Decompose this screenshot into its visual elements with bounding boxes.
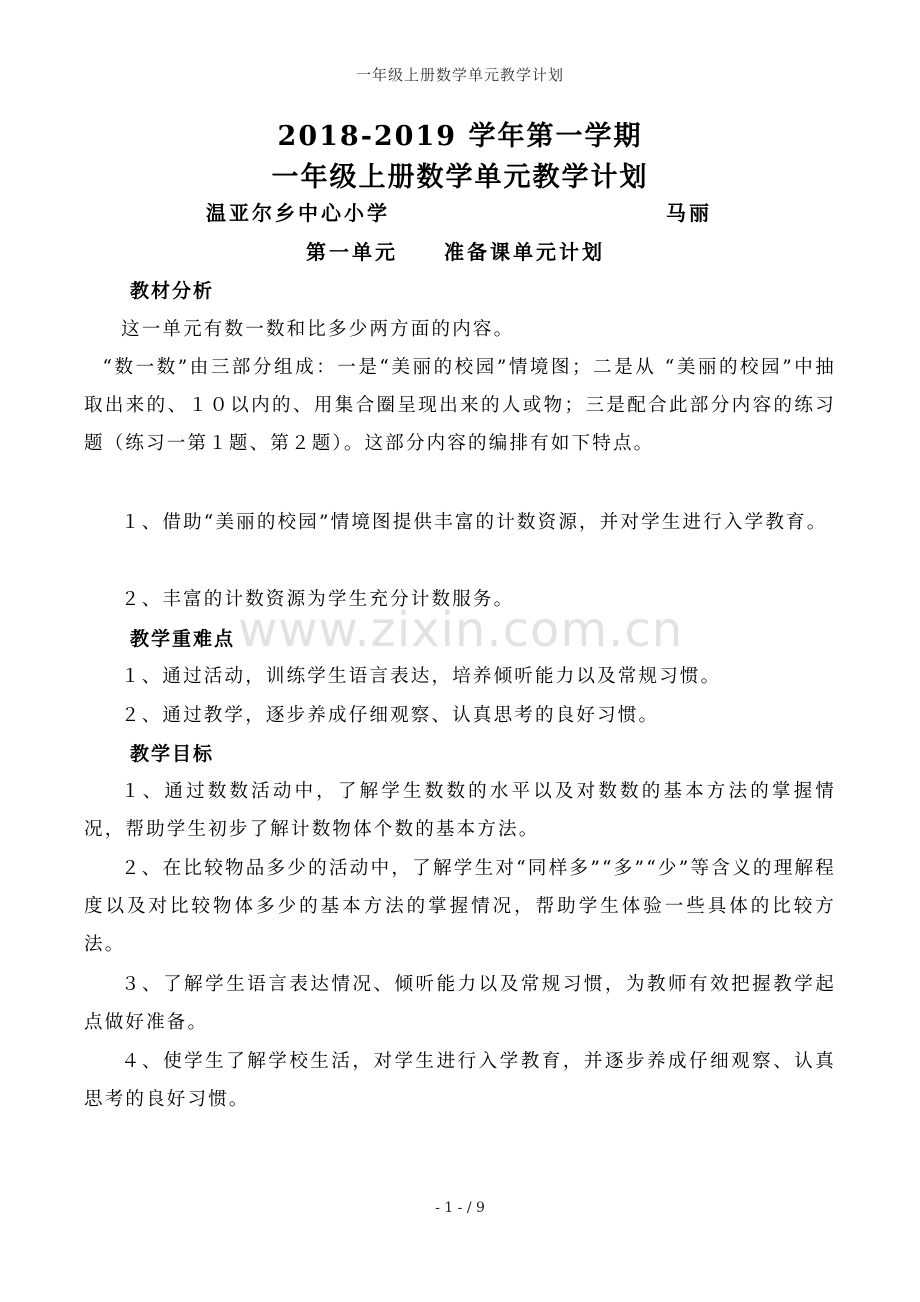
unit-number: 第一单元 — [306, 240, 398, 264]
paragraph: １、借助“美丽的校园”情境图提供丰富的计数资源，并对学生进行入学教育。 — [121, 512, 828, 533]
paragraph: ３、了解学生语言表达情况、倾听能力以及常规习惯，为教师有效把握教学起点做好准备。 — [84, 974, 836, 1033]
section-heading-difficulties: 教学重难点 — [130, 628, 236, 650]
paragraph: ４、使学生了解学校生活，对学生进行入学教育，并逐步养成仔细观察、认真思考的良好习惯。 — [84, 1051, 836, 1110]
paragraph: ２、通过教学，逐步养成仔细观察、认真思考的良好习惯。 — [121, 705, 660, 726]
section-heading-goals: 教学目标 — [130, 743, 215, 765]
document-title-year: 2018-2019 学年第一学期 — [277, 121, 643, 152]
section-heading-analysis: 教材分析 — [130, 280, 215, 302]
school-name: 温亚尔乡中心小学 — [206, 201, 390, 225]
paragraph: ２、在比较物品多少的活动中，了解学生对“同样多”“多”“少”等含义的理解程度以及对比较物体多少的基本方法的掌握情况，帮助学生体验一些具体的比较方法。 — [84, 858, 836, 955]
paragraph: “数一数”由三部分组成：一是“美丽的校园”情境图；二是从 “美丽的校园”中抽取出来的、１０以内的、用集合圈呈现出来的人或物；三是配合此部分内容的练习题（练习一第１题、第２题）。这部分内容的编排有如下特点。 — [84, 357, 836, 454]
paragraph: ２、丰富的计数资源为学生充分计数服务。 — [121, 589, 515, 610]
document-title: 一年级上册数学单元教学计划 — [271, 162, 649, 193]
watermark: www.zixin.com.cn — [238, 602, 684, 658]
author-name: 马丽 — [666, 201, 712, 225]
unit-name: 准备课单元计划 — [444, 240, 605, 264]
page-number: - 1 - / 9 — [435, 1200, 485, 1216]
paragraph: 这一单元有数一数和比多少两方面的内容。 — [121, 319, 515, 340]
running-header: 一年级上册数学单元教学计划 — [355, 66, 564, 84]
paragraph: １、通过活动，训练学生语言表达，培养倾听能力以及常规习惯。 — [121, 666, 722, 687]
paragraph: １、通过数数活动中，了解学生数数的水平以及对数数的基本方法的掌握情况，帮助学生初步了解计数物体个数的基本方法。 — [84, 781, 836, 840]
